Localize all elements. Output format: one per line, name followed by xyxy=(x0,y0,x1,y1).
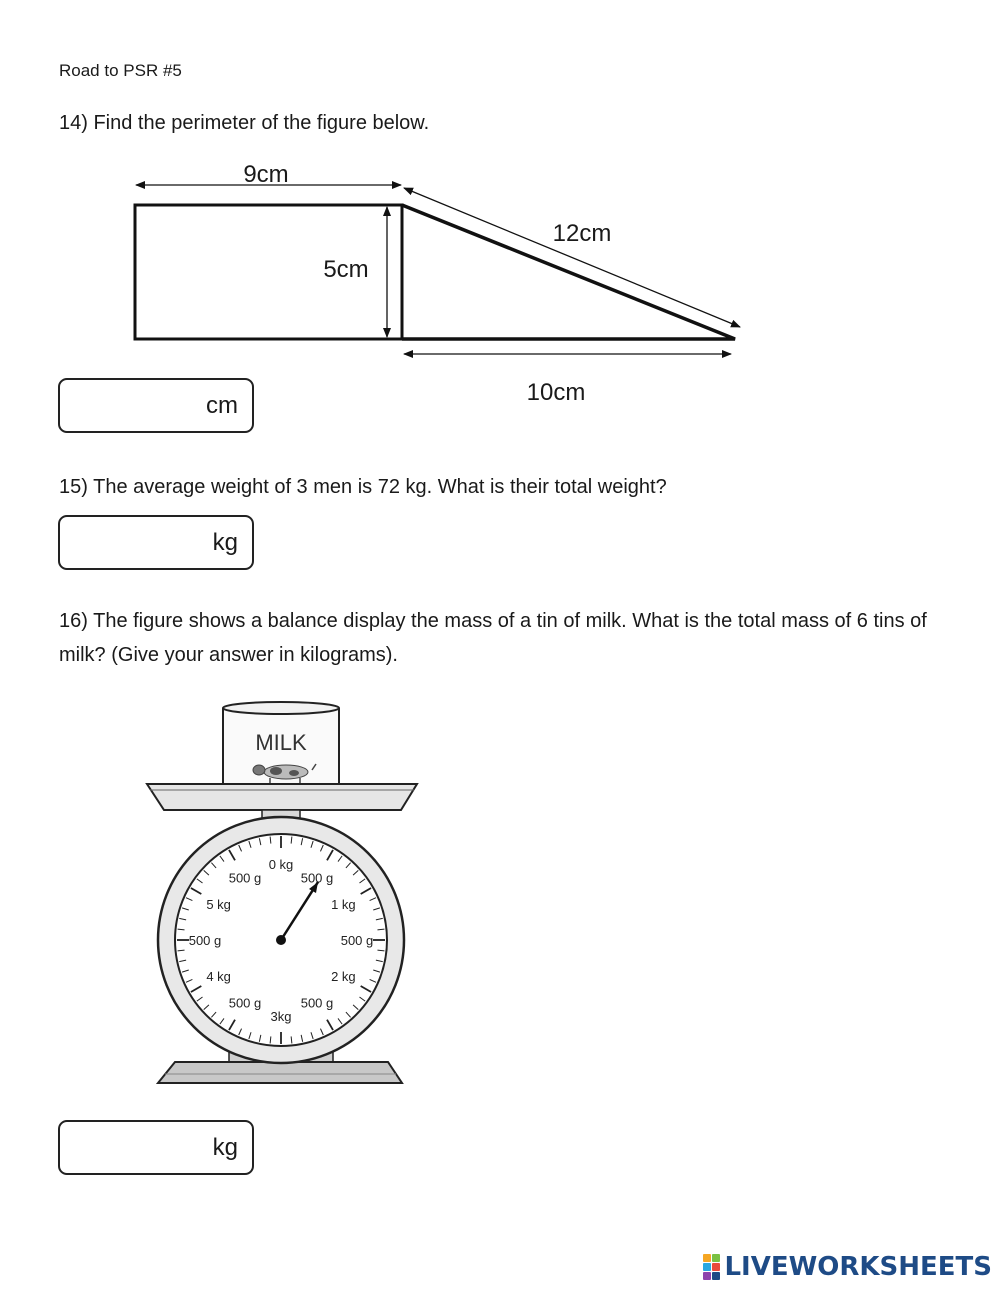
answer-input-15[interactable] xyxy=(70,525,194,563)
dimension-arrow-slant xyxy=(404,188,740,327)
question-14-text: 14) Find the perimeter of the figure below. xyxy=(59,112,430,134)
scale-needle-hub xyxy=(276,935,286,945)
brand-logo xyxy=(703,1252,992,1282)
scale-pan xyxy=(147,784,417,810)
dial-label: 500 g xyxy=(300,870,334,886)
answer-input-16[interactable] xyxy=(70,1130,194,1168)
scale-base xyxy=(158,1062,402,1083)
scale-figure xyxy=(147,702,417,1083)
brand-name: LIVEWORKSHEETS xyxy=(724,1252,992,1282)
label-bottom: 10cm xyxy=(526,379,586,406)
dial-label: 500 g xyxy=(300,995,334,1011)
dial-label: 5 kg xyxy=(206,897,231,912)
dial-label: 500 g xyxy=(228,870,262,886)
label-height: 5cm xyxy=(323,256,369,283)
dial-label: 500 g xyxy=(188,933,222,948)
milk-tin xyxy=(223,702,339,785)
logo-square xyxy=(703,1272,711,1280)
dial-label: 500 g xyxy=(340,933,374,948)
dial-label: 0 kg xyxy=(268,857,294,872)
logo-square xyxy=(703,1263,711,1271)
logo-square xyxy=(703,1254,711,1262)
logo-square xyxy=(712,1272,720,1280)
brand-logo-icon xyxy=(703,1254,720,1280)
worksheet-subtitle: Road to PSR #5 xyxy=(59,61,182,80)
dial-label: 500 g xyxy=(228,995,262,1011)
label-slant: 12cm xyxy=(552,220,612,247)
answer-box-14[interactable] xyxy=(58,378,254,433)
dial-label: 2 kg xyxy=(331,969,356,984)
dial-label: 1 kg xyxy=(331,897,356,912)
answer-box-16[interactable] xyxy=(58,1120,254,1175)
question-16-text: 16) The figure shows a balance display the mass of a tin of milk. What is the total mass of 6 tins of milk? (Give your answer in kilograms). xyxy=(59,610,927,666)
answer-unit-16: kg xyxy=(212,1134,238,1161)
answer-box-15[interactable] xyxy=(58,515,254,570)
logo-square xyxy=(712,1254,720,1262)
label-top: 9cm xyxy=(243,161,289,188)
question-15-text: 15) The average weight of 3 men is 72 kg. What is their total weight? xyxy=(59,476,667,498)
dial-label: 3kg xyxy=(270,1009,292,1024)
logo-square xyxy=(712,1263,720,1271)
tin-label: MILK xyxy=(255,730,307,755)
answer-input-14[interactable] xyxy=(70,388,194,426)
answer-unit-14: cm xyxy=(206,392,238,419)
dial-label: 4 kg xyxy=(206,969,231,984)
answer-unit-15: kg xyxy=(212,529,238,556)
